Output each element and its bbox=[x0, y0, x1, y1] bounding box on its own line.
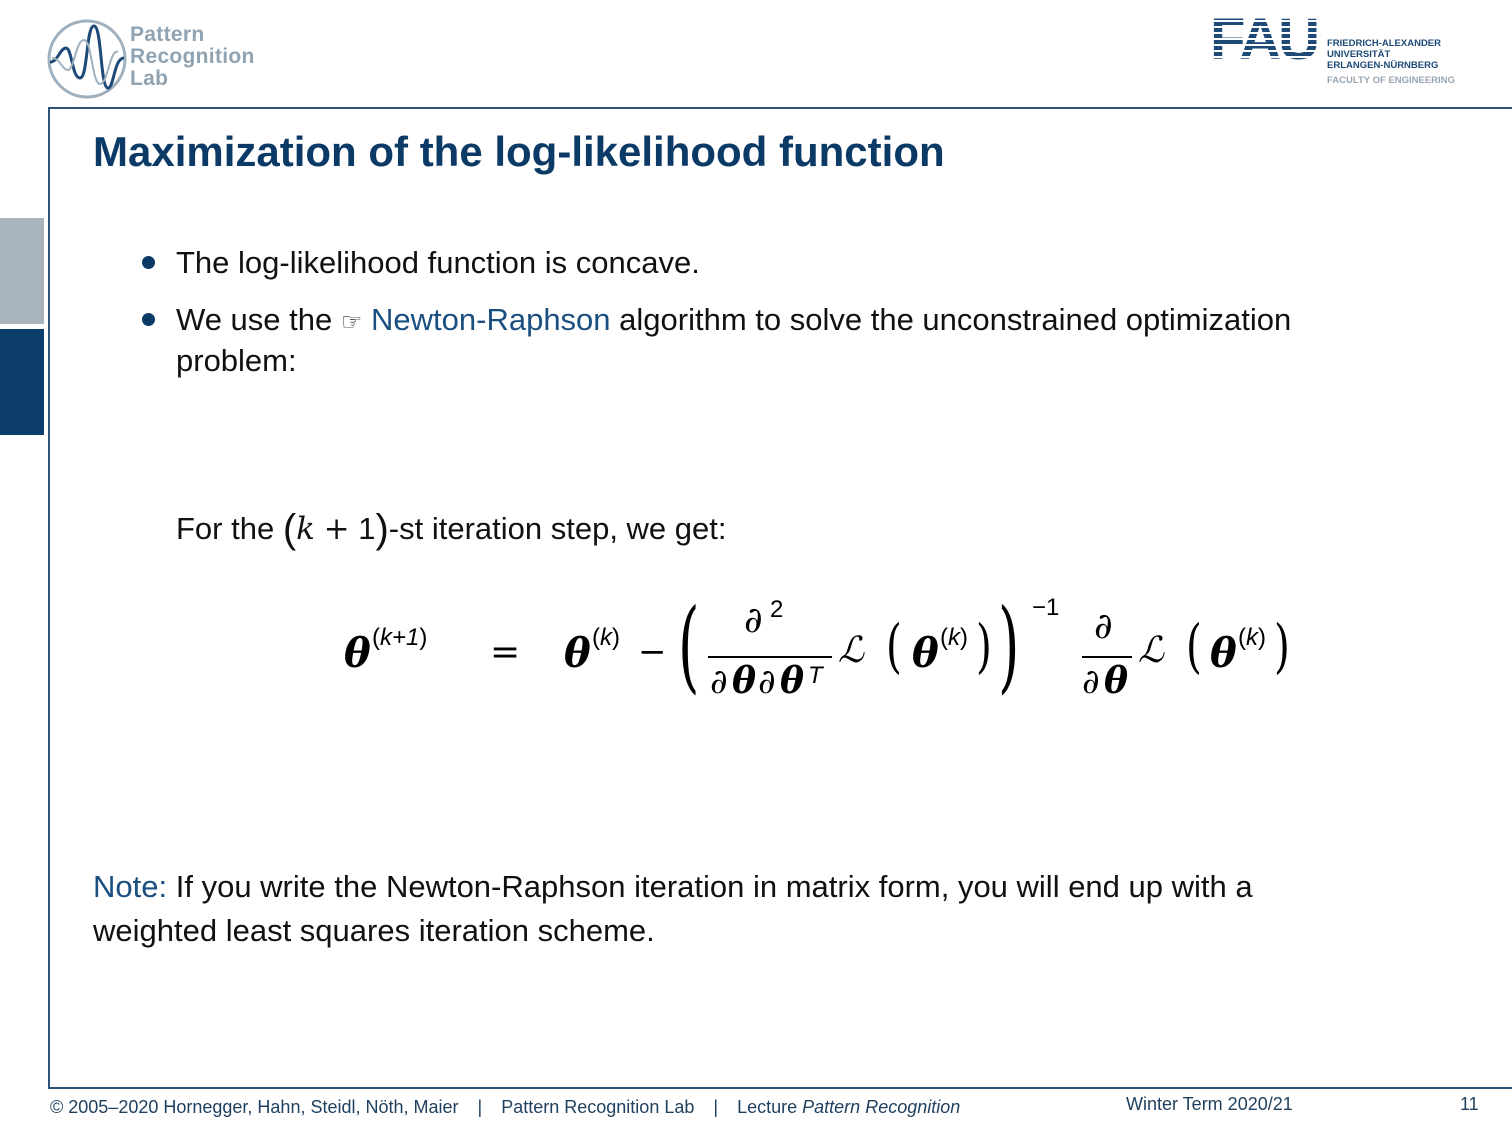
lab-logo-line-3: Lab bbox=[130, 67, 169, 90]
iteration-line-before: For the bbox=[176, 511, 275, 546]
bullet-1: The log-likelihood function is concave. bbox=[176, 245, 700, 280]
paren-open: ( bbox=[282, 507, 297, 551]
faculty-name: FACULTY OF ENGINEERING bbox=[1327, 75, 1455, 86]
university-name-line-2: UNIVERSITÄT bbox=[1327, 49, 1391, 60]
lab-logo-line-1: Pattern bbox=[130, 23, 205, 46]
frame-top-rule bbox=[48, 107, 1512, 109]
transpose-exponent: T bbox=[808, 662, 823, 689]
gradient-fraction-bar bbox=[1082, 656, 1132, 658]
paren-close: ) bbox=[375, 507, 389, 551]
lab-logo-text bbox=[130, 24, 255, 90]
bullet-marker bbox=[142, 256, 155, 269]
iteration-line-after: -st iteration step, we get: bbox=[388, 511, 727, 546]
big-paren-close: ) bbox=[998, 587, 1020, 704]
paren-open-inner: ( bbox=[886, 612, 902, 680]
argument-2-superscript-value: k bbox=[1246, 624, 1258, 651]
theta-current: θ bbox=[564, 630, 591, 677]
fau-letters: FAU bbox=[1210, 7, 1317, 72]
theta-lhs: θ bbox=[344, 630, 371, 677]
partial-denominator-1: ∂ bbox=[710, 662, 728, 702]
page-number: 11 bbox=[1460, 1094, 1479, 1114]
gradient-partial-numerator: ∂ bbox=[1094, 606, 1113, 647]
bullet-2-after: algorithm to solve the unconstrained optimization bbox=[619, 302, 1292, 337]
minus-sign: − bbox=[638, 632, 667, 672]
equals-sign: = bbox=[490, 632, 521, 673]
pointing-hand-icon: ☞ bbox=[340, 309, 363, 336]
paren-close-inner: ) bbox=[976, 612, 992, 680]
expr-k: k bbox=[296, 511, 315, 547]
theta-argument-1: θ bbox=[912, 630, 939, 677]
footer-lecture-prefix: Lecture bbox=[737, 1097, 798, 1117]
argument-2-superscript: (k) bbox=[1238, 624, 1266, 651]
lab-logo-line-2: Recognition bbox=[130, 45, 255, 68]
iteration-step-line bbox=[176, 508, 727, 550]
slide-title: Maximization of the log-likelihood function bbox=[93, 128, 945, 175]
squared-exponent: 2 bbox=[770, 596, 784, 623]
footer-copyright: © 2005–2020 Hornegger, Hahn, Steidl, Nöth, Maier bbox=[50, 1097, 459, 1117]
waveform-logo-icon bbox=[46, 18, 128, 100]
newton-raphson-formula bbox=[300, 587, 1350, 720]
note-line-1 bbox=[93, 866, 1253, 908]
hessian-fraction-bar bbox=[708, 656, 832, 658]
footer-lecture-name: Pattern Recognition bbox=[802, 1097, 961, 1117]
partial-numerator: ∂ bbox=[744, 600, 763, 641]
newton-raphson-link[interactable]: Newton-Raphson bbox=[371, 302, 611, 337]
current-superscript: (k) bbox=[592, 624, 620, 651]
inverse-exponent: −1 bbox=[1032, 594, 1060, 621]
section-tab-inactive[interactable] bbox=[0, 218, 44, 324]
bullet-2-continuation: problem: bbox=[176, 343, 297, 378]
note-line-2: weighted least squares iteration scheme. bbox=[93, 913, 655, 948]
university-name-line-1: FRIEDRICH-ALEXANDER bbox=[1327, 38, 1441, 49]
bullet-2-before: We use the bbox=[176, 302, 333, 337]
frame-bottom-rule bbox=[48, 1087, 1512, 1089]
log-likelihood-symbol-2: ℒ bbox=[1138, 630, 1164, 671]
lhs-superscript-value: k+1 bbox=[380, 624, 420, 651]
lhs-superscript: (k+1) bbox=[372, 624, 428, 651]
fau-logo bbox=[1210, 7, 1480, 90]
argument-1-superscript: (k) bbox=[940, 624, 968, 651]
footer-credits bbox=[50, 1097, 960, 1118]
note-label: Note: bbox=[93, 869, 168, 904]
bullet-marker bbox=[142, 313, 155, 326]
university-name-line-3: ERLANGEN-NÜRNBERG bbox=[1327, 60, 1439, 71]
footer-separator: | bbox=[713, 1097, 719, 1117]
footer-term: Winter Term 2020/21 bbox=[1126, 1094, 1293, 1114]
paren-open-inner-2: ( bbox=[1186, 612, 1202, 680]
theta-argument-2: θ bbox=[1210, 630, 1237, 677]
footer-lab: Pattern Recognition Lab bbox=[501, 1097, 695, 1117]
bullet-2 bbox=[176, 299, 1291, 344]
frame-left-rule bbox=[48, 107, 50, 1088]
section-tab-active[interactable] bbox=[0, 329, 44, 435]
gradient-partial-denominator: ∂ bbox=[1082, 662, 1100, 702]
university-name bbox=[1327, 38, 1441, 71]
expr-one: 1 bbox=[358, 511, 376, 546]
theta-denominator-1: θ bbox=[732, 660, 757, 702]
footer-separator: | bbox=[477, 1097, 483, 1117]
partial-denominator-2: ∂ bbox=[758, 662, 776, 702]
big-paren-open: ( bbox=[678, 587, 700, 704]
pattern-recognition-lab-logo bbox=[46, 18, 286, 100]
argument-1-superscript-value: k bbox=[948, 624, 960, 651]
expr-plus: + bbox=[323, 511, 350, 547]
note-text: If you write the Newton-Raphson iteration in matrix form, you will end up with a bbox=[175, 869, 1253, 904]
theta-denominator-2: θ bbox=[780, 660, 805, 702]
paren-close-inner-2: ) bbox=[1274, 612, 1290, 680]
current-superscript-value: k bbox=[600, 624, 612, 651]
gradient-theta-denominator: θ bbox=[1104, 660, 1129, 702]
log-likelihood-symbol: ℒ bbox=[838, 630, 864, 671]
